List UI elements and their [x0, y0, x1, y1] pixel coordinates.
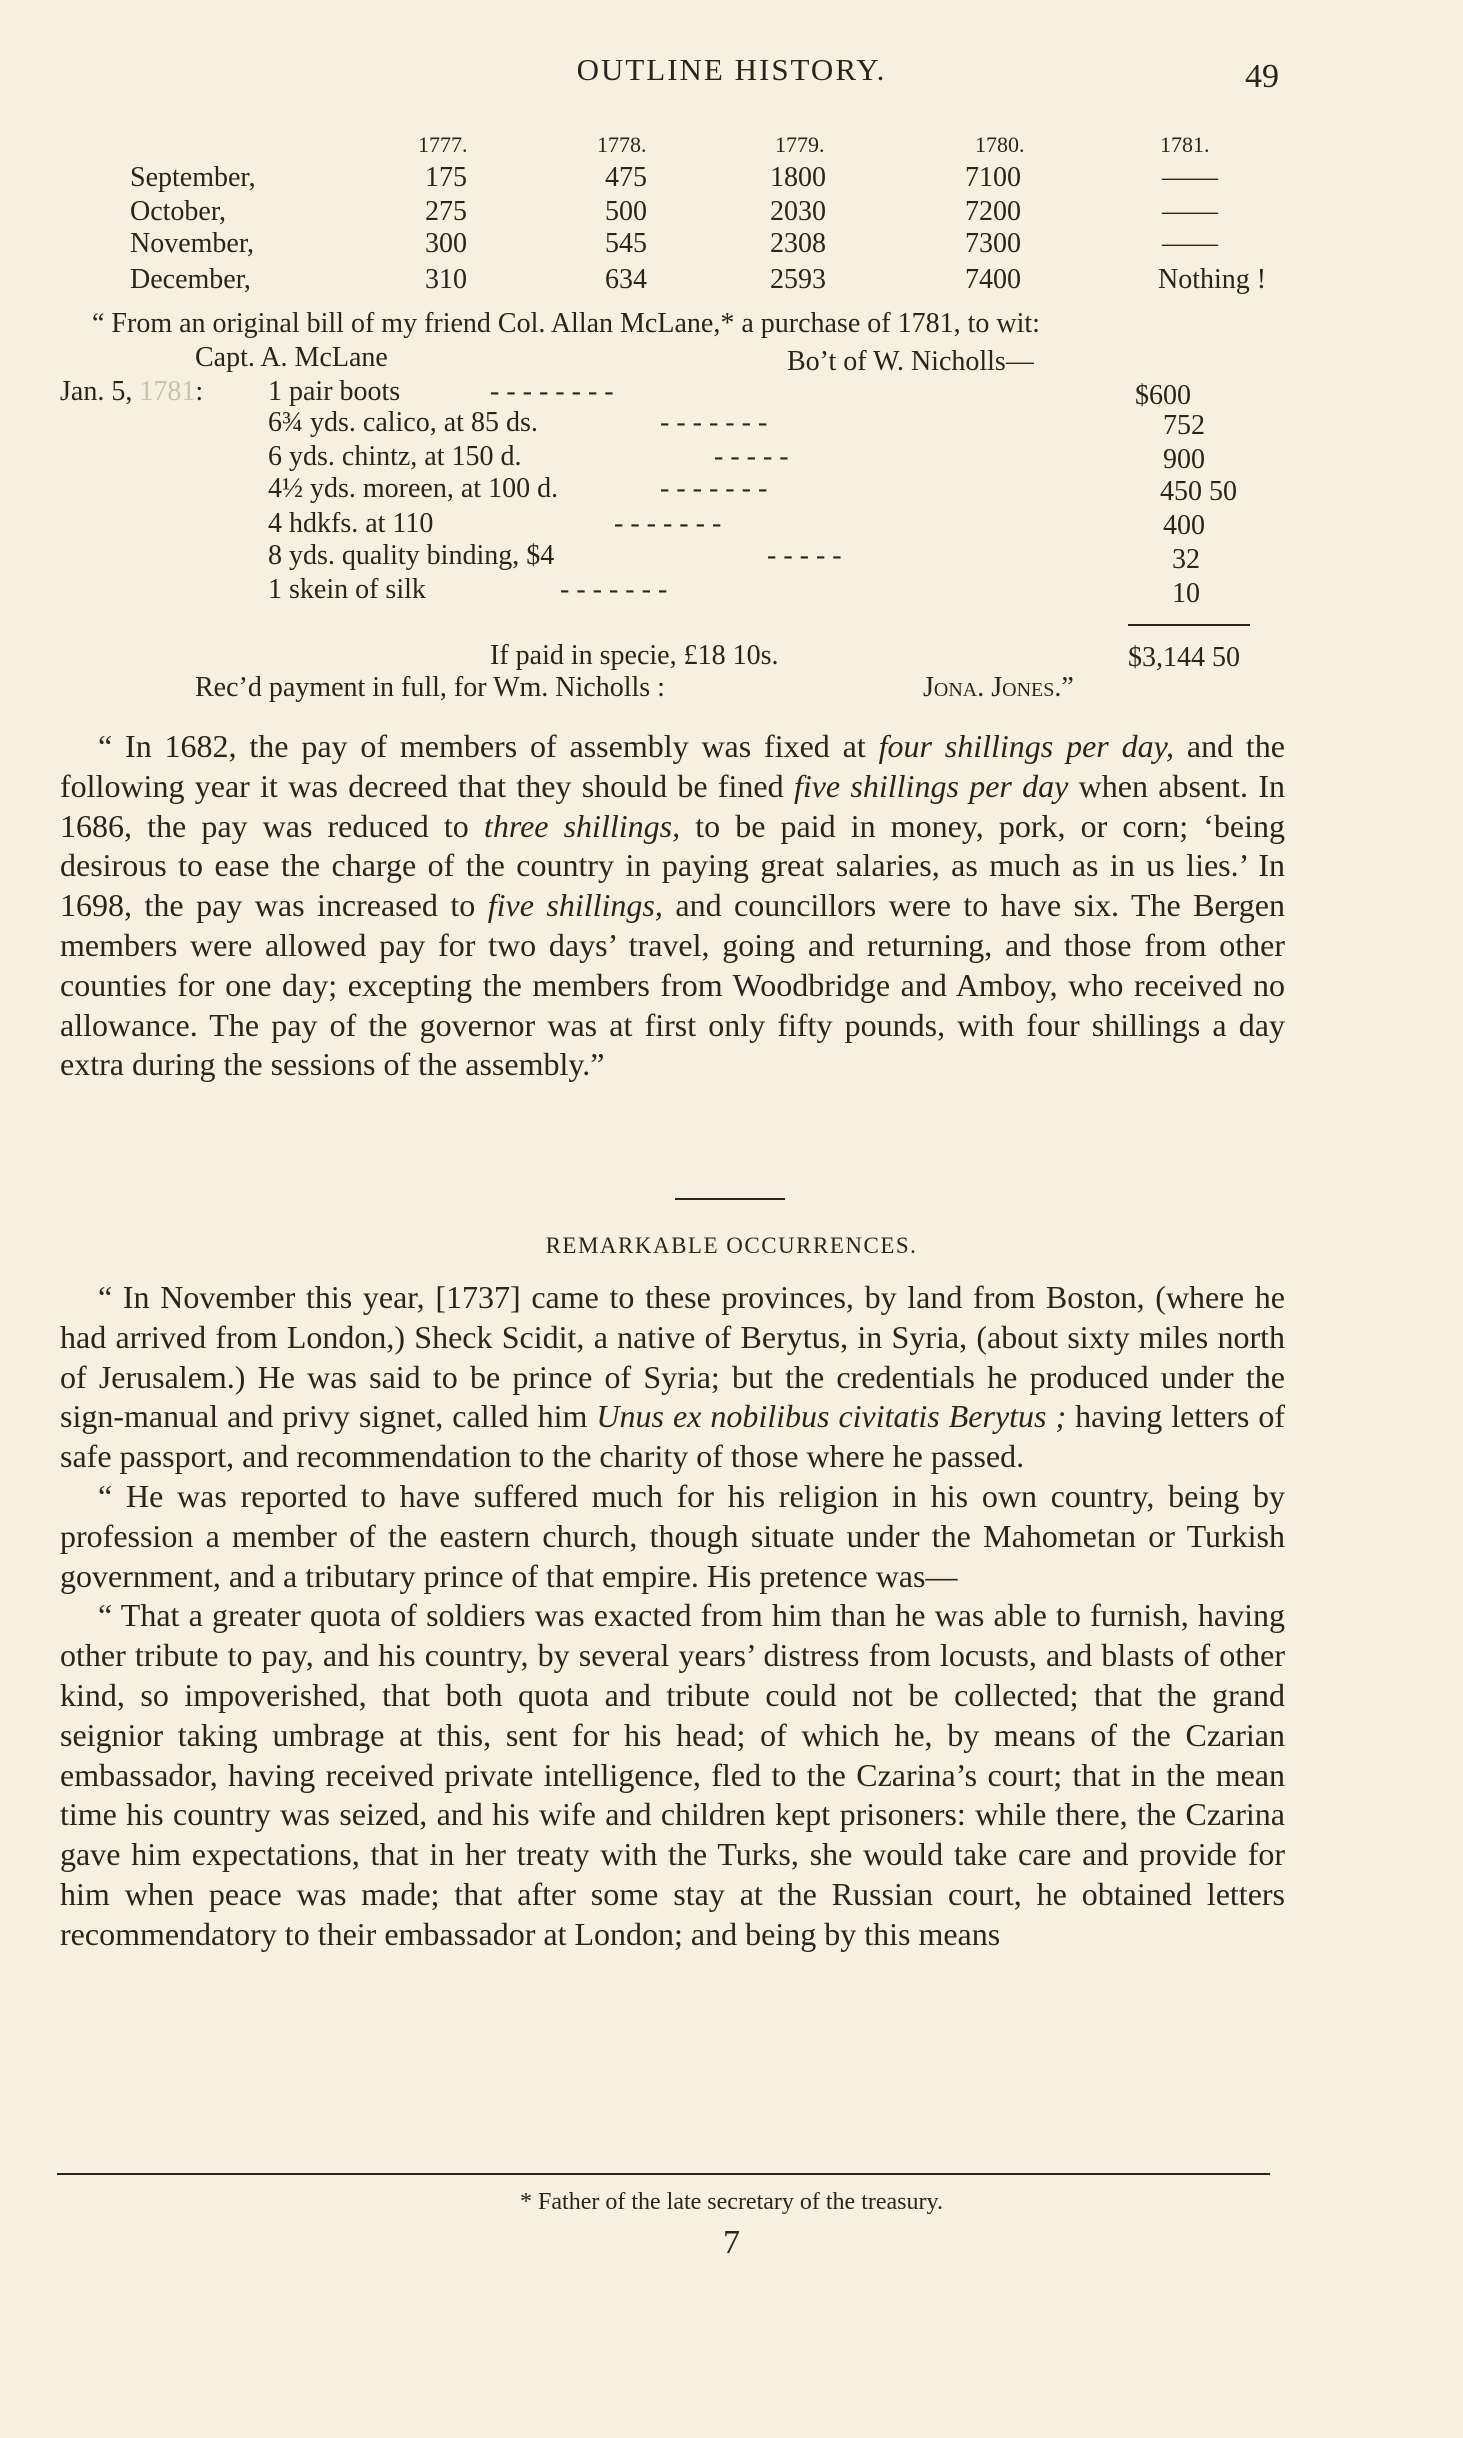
table-header-row [0, 132, 1463, 166]
table-cell: 7100 [965, 162, 1021, 193]
bill-item-dots: - - - - - - - [560, 574, 668, 605]
bill-item: 8 yds. quality binding, $4 [268, 540, 555, 571]
paragraph-assembly-pay [60, 727, 1285, 1085]
footnote-rule [57, 2173, 1270, 2175]
table-row [0, 196, 1463, 230]
bill-item-dots: - - - - - - - [660, 407, 768, 438]
text-run: “ In November this year, [1737] came to these provinces, by land from Boston, (where he had arrived from London,) Sheck Scidit, a native of Berytus, in Syria, (about sixty miles north of Jerusalem.) He was said to be prince of Syria; but the credentials he produced under the sign-manual and privy signet, called him [60, 1279, 1285, 1435]
bill-item-dots: - - - - - - - [614, 508, 722, 539]
table-cell: 275 [425, 196, 467, 227]
italic-run: three shillings, [483, 807, 681, 844]
paragraph: “ That a greater quota of soldiers was exacted from him than he was able to furnish, having other tribute to pay, and his country, by several years’ distress from locusts, and blasts of other kind, so impoverished, that both quota and tribute could not be collected; that the grand seignior taking umbrage at this, sent for his head; of which he, by means of the Czarian embassador, having received private intelligence, fled to the Czarina’s court; that in the mean time his country was seized, and his wife and children kept prisoners: while there, the Czarina gave him expectations, that in her treaty with the Turks, she would take care and provide for him when peace was made; that after some stay at the Russian court, he obtained letters recommendatory to their embassador at London; and being by this means [60, 1597, 1285, 1952]
total-rule [1128, 624, 1250, 626]
bill-item-dots: - - - - - - - - [490, 376, 614, 407]
bill-intro: “ From an original bill of my friend Col. Allan McLane,* a purchase of 1781, to wit: [92, 308, 1040, 339]
bill-item-dots: - - - - - - - [660, 473, 768, 504]
text-run: having letters of safe passport, and recommendation to the charity of those where he passed. [60, 1398, 1286, 1475]
bill-item: 1 pair boots [268, 376, 401, 407]
table-cell: Nothing ! [1158, 264, 1267, 295]
month-label: December, [130, 264, 251, 295]
table-cell: 500 [605, 196, 647, 227]
table-cell: 2593 [770, 264, 826, 295]
table-cell: —— [1162, 196, 1218, 227]
bill-item: 6 yds. chintz, at 150 d. [268, 441, 522, 472]
italic-run: Unus ex nobilibus civitatis Berytus ; [596, 1398, 1067, 1435]
receipt-line: Rec’d payment in full, for Wm. Nicholls : [195, 672, 665, 703]
italic-run: five shillings, [487, 887, 663, 924]
year-header: 1780. [975, 132, 1025, 157]
bill-item: 1 skein of silk [268, 574, 426, 605]
table-cell: 545 [605, 228, 647, 259]
bill-item-dots: - - - - - [767, 540, 842, 571]
table-row [0, 264, 1463, 298]
italic-run: five shillings per day [793, 767, 1069, 804]
table-cell: 2308 [770, 228, 826, 259]
remarkable-occurrences-body [60, 1278, 1285, 1955]
bill-item: 6¾ yds. calico, at 85 ds. [268, 407, 538, 438]
text-run: and the following year it was decreed that they should be fined [60, 728, 1286, 804]
table-cell: 310 [425, 264, 467, 295]
month-label: September, [130, 162, 256, 193]
bill-date [60, 376, 203, 408]
bill-item-amount: 10 [1172, 578, 1200, 609]
bill-item: 4 hdkfs. at 110 [268, 508, 434, 539]
year-header: 1777. [418, 132, 468, 157]
text-run: and councillors were to have six. The Bergen members were allowed pay for two days’ travel, going and returning, and those from other counties for one day; excepting the members from Woodbridge and Amboy, who received no allowance. The pay of the governor was at first only fifty pounds, with four shillings a day extra during the sessions of the assembly.” [60, 887, 1286, 1083]
bill-item-amount: 450 50 [1160, 476, 1237, 507]
bill-item-dots: - - - - - [714, 441, 789, 472]
text-run: to be paid in money, pork, or corn; ‘being desirous to ease the charge of the country in paying great salaries, as much as in us lies.’ In 1698, the pay was increased to [60, 807, 1286, 924]
year-header: 1778. [597, 132, 647, 157]
table-cell: 2030 [770, 196, 826, 227]
table-cell: —— [1162, 228, 1218, 259]
bill-signature: Jona. Jones.” [923, 672, 1074, 703]
bill-item-amount: 752 [1163, 410, 1205, 441]
month-label: October, [130, 196, 227, 227]
table-row [0, 162, 1463, 196]
page-number: 49 [1245, 58, 1279, 95]
bill-date-colon: : [195, 376, 204, 407]
bill-date-label: Jan. 5, [60, 376, 133, 407]
text-run: when absent. In 1686, the pay was reduced to [60, 767, 1286, 844]
bill-seller: Bo’t of W. Nicholls— [787, 346, 1034, 377]
table-cell: 7400 [965, 264, 1021, 295]
table-cell: 634 [605, 264, 647, 295]
section-divider [675, 1198, 785, 1200]
table-row [0, 228, 1463, 262]
table-cell: 7300 [965, 228, 1021, 259]
bill-item-amount: 32 [1172, 544, 1200, 575]
bill-date-year: 1781 [139, 376, 196, 407]
paragraph [60, 1278, 1285, 1477]
specie-note: If paid in specie, £18 10s. [490, 640, 779, 671]
text-run: “ In 1682, the pay of members of assembly was fixed at [98, 728, 879, 764]
month-label: November, [130, 228, 255, 259]
bill-item: 4½ yds. moreen, at 100 d. [268, 473, 559, 504]
section-heading: REMARKABLE OCCURRENCES. [545, 1233, 918, 1258]
table-cell: 475 [605, 162, 647, 193]
bill-item-amount: 400 [1163, 510, 1205, 541]
footnote: * Father of the late secretary of the treasury. [520, 2189, 943, 2215]
running-header: OUTLINE HISTORY. [576, 52, 887, 87]
year-header: 1781. [1160, 132, 1210, 157]
table-cell: 1800 [770, 162, 826, 193]
table-cell: —— [1162, 162, 1218, 193]
bill-buyer: Capt. A. McLane [195, 342, 388, 373]
bill-item-amount: $600 [1135, 380, 1191, 411]
year-header: 1779. [775, 132, 825, 157]
paragraph: “ He was reported to have suffered much for his religion in his own country, being by profession a member of the eastern church, though situate under the Mahometan or Turkish government, and a tributary prince of that empire. His pretence was— [60, 1477, 1285, 1594]
table-cell: 175 [425, 162, 467, 193]
bill-item-amount: 900 [1163, 444, 1205, 475]
table-cell: 300 [425, 228, 467, 259]
italic-run: four shillings per day, [878, 728, 1175, 764]
table-cell: 7200 [965, 196, 1021, 227]
signature-mark: 7 [723, 2224, 740, 2261]
bill-total: $3,144 50 [1128, 642, 1240, 673]
